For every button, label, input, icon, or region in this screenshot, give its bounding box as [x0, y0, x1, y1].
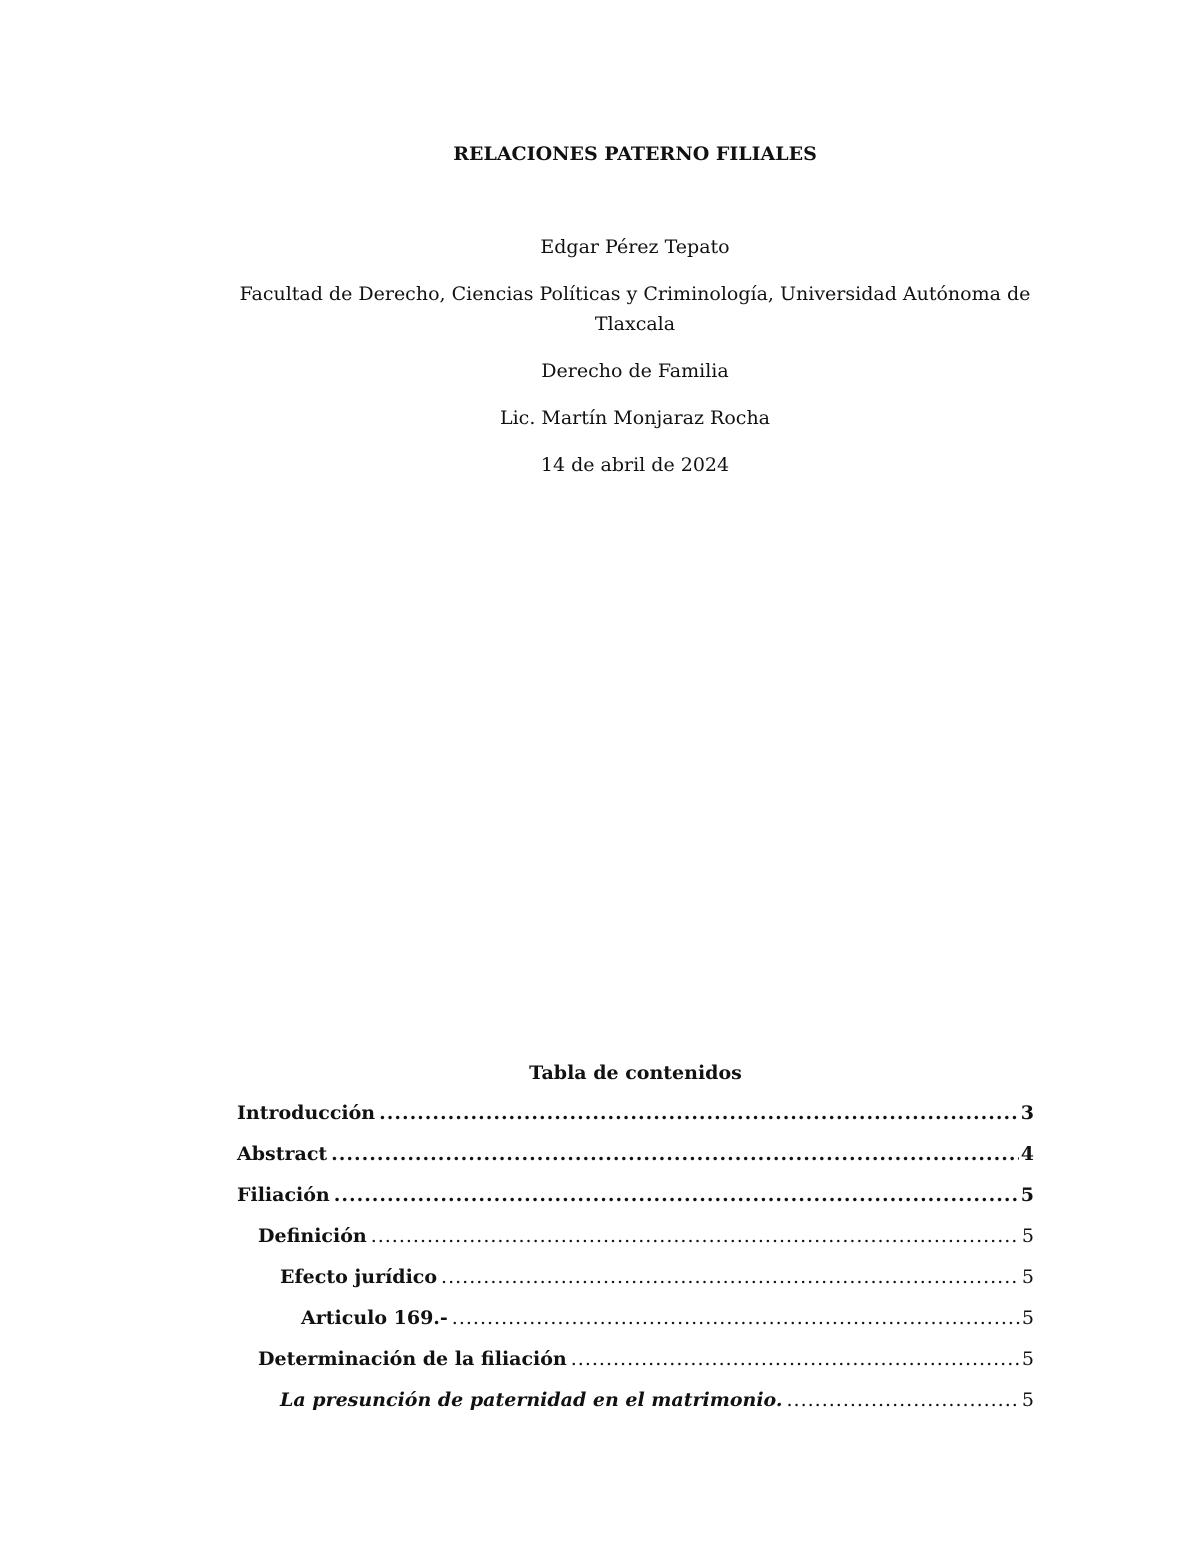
- toc-leader-dots: [571, 1344, 1020, 1374]
- toc-entry-page: 5: [1021, 1225, 1034, 1247]
- toc-entry-label: Abstract: [237, 1143, 328, 1165]
- document-date: 14 de abril de 2024: [540, 454, 730, 476]
- toc-entry-presuncion-paternidad[interactable]: [237, 1385, 1034, 1426]
- toc-entry-determinacion-filiacion[interactable]: [237, 1344, 1034, 1385]
- author-name: Edgar Pérez Tepato: [540, 236, 730, 258]
- toc-entry-filiacion[interactable]: [237, 1180, 1034, 1221]
- table-of-contents: [237, 1058, 1034, 1426]
- toc-entry-label: La presunción de paternidad en el matrimonio.: [280, 1389, 783, 1411]
- toc-heading: Tabla de contenidos: [529, 1062, 742, 1084]
- toc-entry-label: Efecto jurídico: [280, 1266, 438, 1288]
- toc-entry-page: 5: [1021, 1307, 1034, 1329]
- toc-entry-label: Filiación: [237, 1184, 330, 1206]
- professor-name: Lic. Martín Monjaraz Rocha: [499, 407, 771, 429]
- institution-line-1: Facultad de Derecho, Ciencias Políticas y Criminología, Universidad Autónoma de: [239, 283, 1031, 305]
- document-title: RELACIONES PATERNO FILIALES: [453, 143, 817, 165]
- toc-entry-page: 3: [1020, 1102, 1034, 1124]
- toc-leader-dots: [787, 1385, 1020, 1415]
- toc-leader-dots: [371, 1221, 1020, 1251]
- toc-entry-page: 5: [1021, 1348, 1034, 1370]
- toc-leader-dots: [441, 1262, 1020, 1292]
- toc-leader-dots: [452, 1303, 1020, 1333]
- toc-entry-definicion[interactable]: [237, 1221, 1034, 1262]
- toc-entry-label: Determinación de la filiación: [258, 1348, 567, 1370]
- toc-leader-dots: [331, 1139, 1019, 1169]
- institution-line-2: Tlaxcala: [594, 313, 676, 335]
- toc-entry-label: Definición: [258, 1225, 367, 1247]
- title-block: [230, 140, 1040, 480]
- toc-entry-page: 5: [1021, 1389, 1034, 1411]
- toc-entry-abstract[interactable]: [237, 1139, 1034, 1180]
- toc-entry-page: 4: [1020, 1143, 1034, 1165]
- course-name: Derecho de Familia: [541, 360, 729, 382]
- toc-entry-introduccion[interactable]: [237, 1098, 1034, 1139]
- toc-leader-dots: [334, 1180, 1019, 1210]
- toc-entry-efecto-juridico[interactable]: [237, 1262, 1034, 1303]
- toc-leader-dots: [379, 1098, 1019, 1128]
- toc-entry-page: 5: [1020, 1184, 1034, 1206]
- toc-entry-label: Articulo 169.-: [301, 1307, 448, 1329]
- toc-entry-page: 5: [1021, 1266, 1034, 1288]
- toc-entry-label: Introducción: [237, 1102, 376, 1124]
- toc-entry-articulo-169[interactable]: [237, 1303, 1034, 1344]
